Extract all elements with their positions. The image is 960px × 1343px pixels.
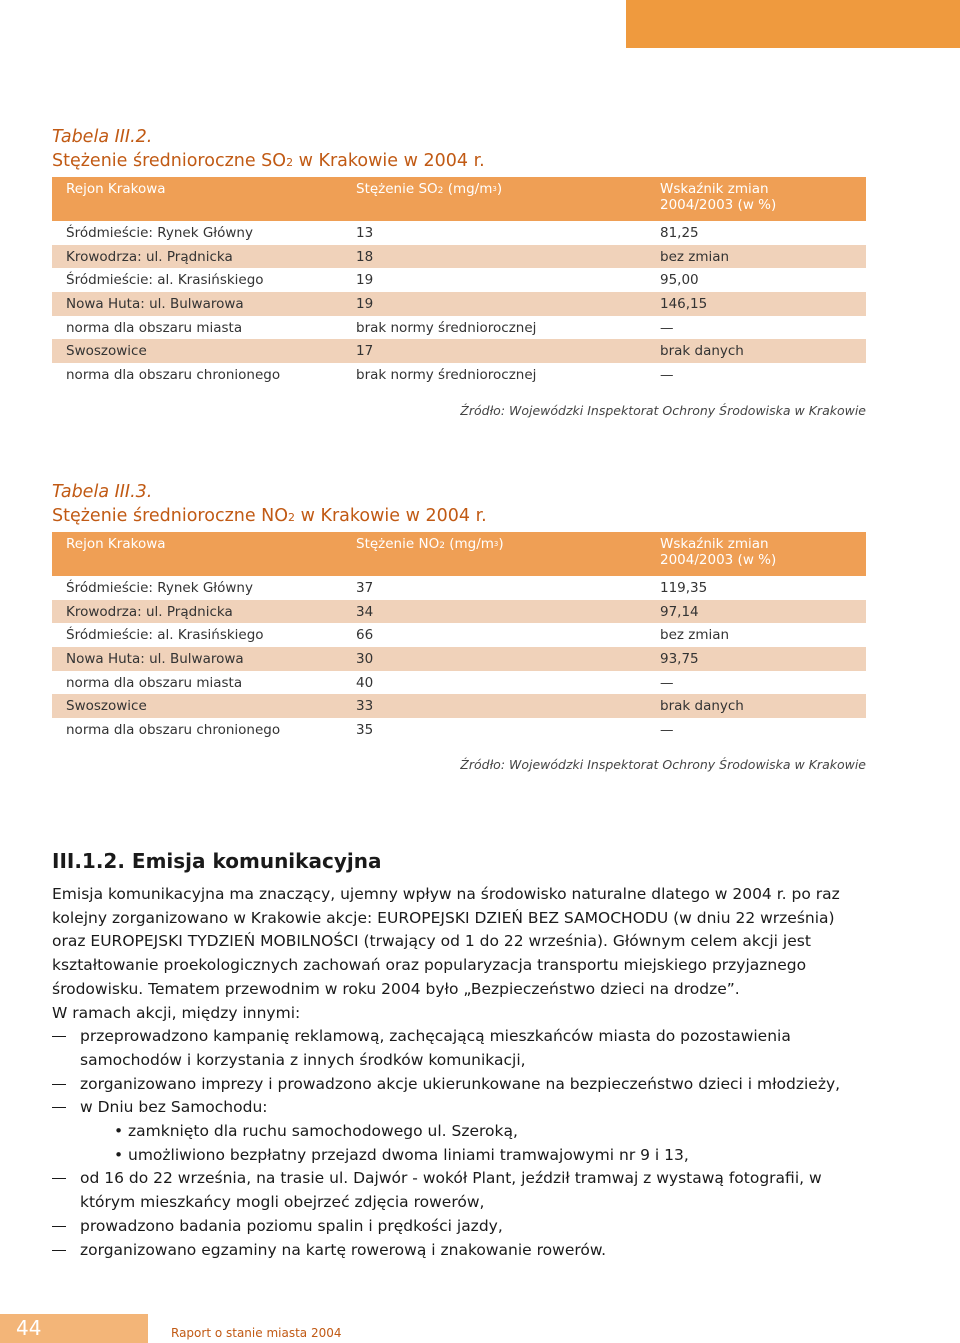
page-number: 44 <box>0 1314 148 1343</box>
table2-title-text: Stężenie średnioroczne NO2 w Krakowie w 2004 r. <box>52 506 487 526</box>
table-cell: brak danych <box>646 339 866 363</box>
sub-list-item: • zamknięto dla ruchu samochodowego ul. Szeroką, <box>52 1120 867 1144</box>
table-cell: — <box>660 674 674 691</box>
table-cell: 19 <box>356 272 374 289</box>
table1-number: Tabela III.2. <box>52 127 153 147</box>
table2-number: Tabela III.3. <box>52 482 153 502</box>
table-row <box>52 694 866 718</box>
table-cell: 17 <box>342 339 646 363</box>
list-item: od 16 do 22 września, na trasie ul. Dajwór - wokół Plant, jeździł tramwaj z wystawą fotografii, w którym mieszkańcy mogli obejrzeć zdjęcia rowerów, <box>52 1167 867 1214</box>
table-cell: 81,25 <box>660 224 699 241</box>
table1-source: Źródło: Wojewódzki Inspektorat Ochrony Środowiska w Krakowie <box>460 403 866 418</box>
table-cell: bez zmian <box>646 245 866 269</box>
table2 <box>52 532 866 742</box>
table-cell: Śródmieście: al. Krasińskiego <box>66 272 264 289</box>
table-cell: 146,15 <box>646 292 866 316</box>
table-cell: 119,35 <box>660 579 708 596</box>
dash-marker <box>52 1036 66 1037</box>
table2-title <box>52 480 487 530</box>
dash-marker <box>52 1084 66 1085</box>
table-cell: norma dla obszaru miasta <box>66 674 243 691</box>
table-cell: Swoszowice <box>52 694 342 718</box>
table1-header-region: Rejon Krakowa <box>52 177 342 221</box>
table-cell: 35 <box>356 721 374 738</box>
table-cell: 13 <box>356 224 374 241</box>
table-cell: Swoszowice <box>52 339 342 363</box>
table2-body <box>52 576 866 742</box>
table-cell: norma dla obszaru chronionego <box>66 721 281 738</box>
table-cell: 34 <box>342 600 646 624</box>
table-cell: 30 <box>342 647 646 671</box>
table-row <box>52 292 866 316</box>
table2-source: Źródło: Wojewódzki Inspektorat Ochrony Środowiska w Krakowie <box>460 757 866 772</box>
table1-header-index: Wskaźnik zmian 2004/2003 (w %) <box>646 177 866 221</box>
report-title: Raport o stanie miasta 2004 <box>171 1326 342 1340</box>
bullet-icon: • <box>114 1122 124 1141</box>
table-cell: 95,00 <box>660 272 699 289</box>
list-item: w Dniu bez Samochodu: <box>52 1096 867 1120</box>
table1-title <box>52 125 485 175</box>
dash-marker <box>52 1250 66 1251</box>
table-cell: Nowa Huta: ul. Bulwarowa <box>52 647 342 671</box>
table-row <box>52 623 866 647</box>
table-cell: — <box>660 721 674 738</box>
table-row <box>52 221 866 245</box>
list-item: prowadzono badania poziomu spalin i prędkości jazdy, <box>52 1215 867 1239</box>
header-accent-block <box>626 0 960 48</box>
table-row <box>52 718 866 742</box>
table1-header-row <box>52 177 866 221</box>
list-item: zorganizowano egzaminy na kartę rowerową i znakowanie rowerów. <box>52 1239 867 1263</box>
table2-header-concentration: Stężenie NO2 $(mg/m^3)$ <box>342 532 646 576</box>
table-cell: 37 <box>356 579 374 596</box>
table1-title-text: Stężenie średnioroczne SO2 w Krakowie w 2004 r. <box>52 151 485 171</box>
table-cell: norma dla obszaru miasta <box>66 319 243 336</box>
list-item: przeprowadzono kampanię reklamową, zachęcającą mieszkańców miasta do pozostawienia samochodów i korzystania z innych środków komunikacji, <box>52 1025 867 1072</box>
table-cell: Śródmieście: Rynek Główny <box>66 579 253 596</box>
table-cell: 40 <box>356 674 374 691</box>
table-cell: — <box>660 319 674 336</box>
table-row <box>52 363 866 387</box>
section-paragraph: Emisja komunikacyjna ma znaczący, ujemny wpływ na środowisko naturalne dlatego w 2004 r. po raz kolejny zorganizowano w Krakowie akcje: EUROPEJSKI DZIEŃ BEZ SAMOCHODU (w dniu 22 września) oraz EUROPEJSKI TYDZIEŃ MOBILNOŚCI (trwający od 1 do 22 września). Głównym celem akcji jest kształtowanie proekologicznych zachowań oraz popularyzacja transportu miejskiego przyjaznego środowisku. Tematem przewodnim w roku 2004 było „Bezpieczeństwo dzieci na drodze”. <box>52 885 840 998</box>
sub-list-item: • umożliwiono bezpłatny przejazd dwoma liniami tramwajowymi nr 9 i 13, <box>52 1144 867 1168</box>
table-cell: 66 <box>356 627 374 644</box>
table-row <box>52 268 866 292</box>
bullet-icon: • <box>114 1145 124 1164</box>
table-cell: Nowa Huta: ul. Bulwarowa <box>52 292 342 316</box>
table-row <box>52 576 866 600</box>
table1-header-concentration: Stężenie SO2 $(mg/m^3)$ <box>342 177 646 221</box>
table2-header-region: Rejon Krakowa <box>52 532 342 576</box>
table-row <box>52 600 866 624</box>
table-cell: Śródmieście: al. Krasińskiego <box>66 627 264 644</box>
table-cell: 19 <box>342 292 646 316</box>
section-title: III.1.2. Emisja komunikacyjna <box>52 849 382 873</box>
section-intro: W ramach akcji, między innymi: <box>52 1003 301 1022</box>
table-cell: — <box>660 366 674 383</box>
table-cell: brak normy średniorocznej <box>356 366 537 383</box>
table-cell: Krowodrza: ul. Prądnicka <box>52 600 342 624</box>
list-item: zorganizowano imprezy i prowadzono akcje ukierunkowane na bezpieczeństwo dzieci i młodzieży, <box>52 1073 867 1097</box>
dash-marker <box>52 1178 66 1179</box>
table-cell: Krowodrza: ul. Prądnicka <box>52 245 342 269</box>
table1 <box>52 177 866 387</box>
table-row <box>52 316 866 340</box>
table-cell: brak danych <box>646 694 866 718</box>
table-cell: bez zmian <box>660 627 730 644</box>
table-row <box>52 245 866 269</box>
table2-header-index: Wskaźnik zmian 2004/2003 (w %) <box>646 532 866 576</box>
table-cell: Śródmieście: Rynek Główny <box>66 224 253 241</box>
table-cell: 33 <box>342 694 646 718</box>
table-cell: norma dla obszaru chronionego <box>66 366 281 383</box>
dash-marker <box>52 1226 66 1227</box>
table-cell: 93,75 <box>646 647 866 671</box>
table-cell: 97,14 <box>646 600 866 624</box>
table2-header-row <box>52 532 866 576</box>
table-row <box>52 647 866 671</box>
dash-marker <box>52 1107 66 1108</box>
table1-body <box>52 221 866 387</box>
section-body <box>52 883 867 1262</box>
table-cell: brak normy średniorocznej <box>356 319 537 336</box>
table-row <box>52 339 866 363</box>
table-cell: 18 <box>342 245 646 269</box>
table-row <box>52 671 866 695</box>
